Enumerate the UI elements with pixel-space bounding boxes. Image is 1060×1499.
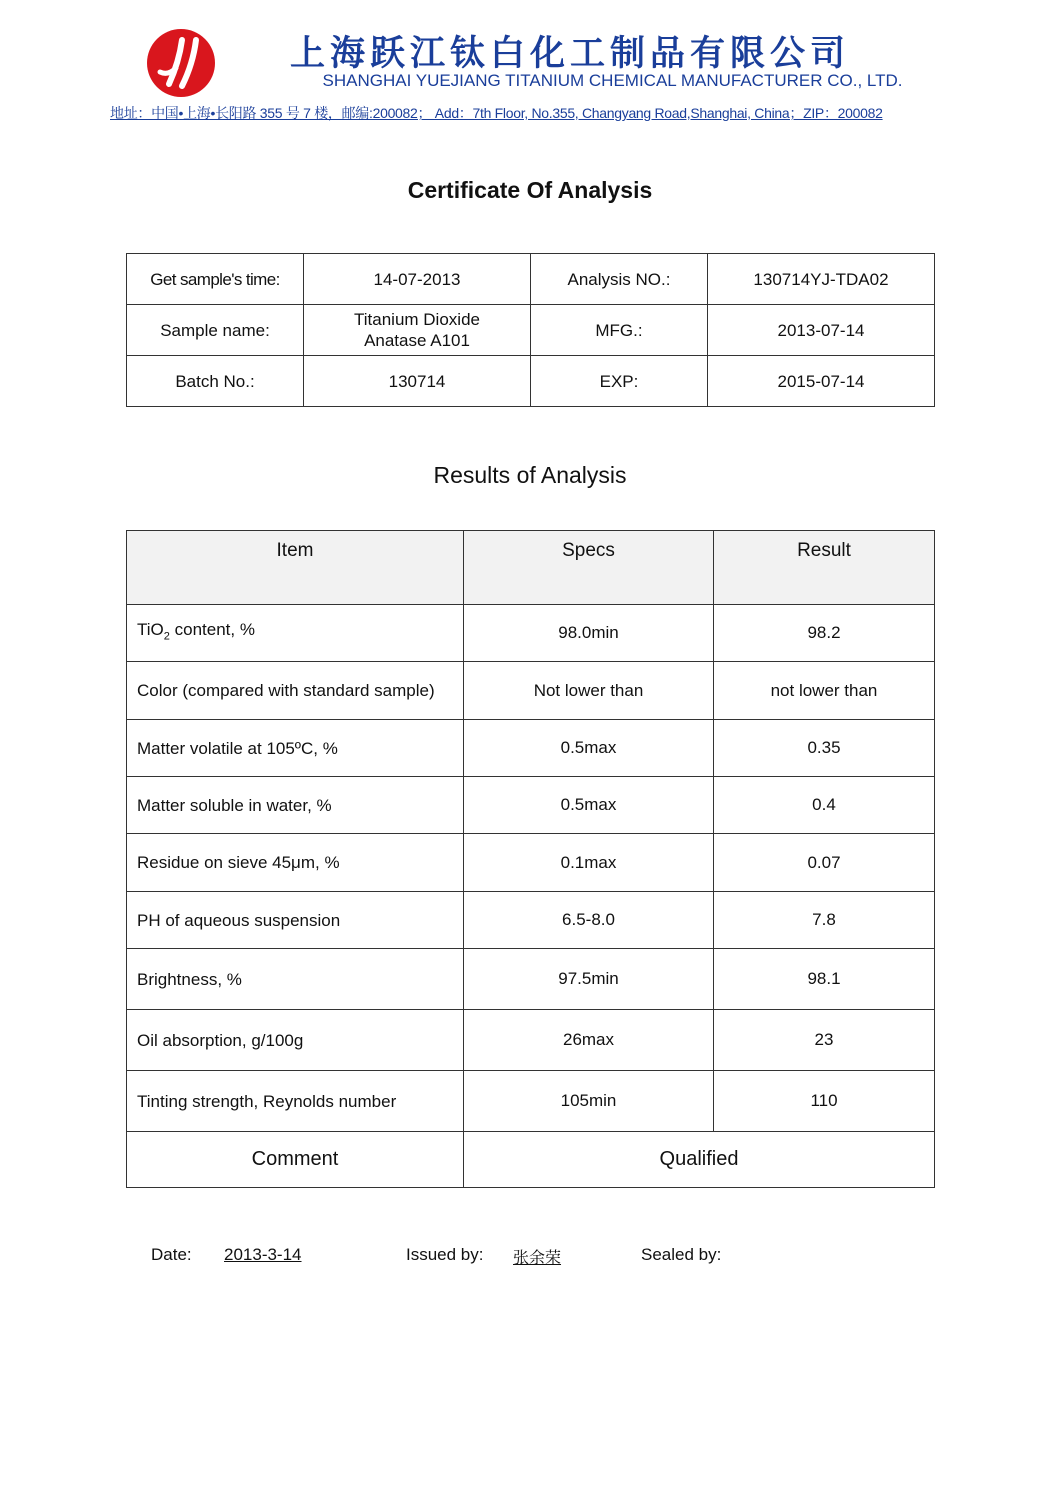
info-cell-text: 130714YJ-TDA02 <box>753 269 889 289</box>
info-row <box>127 356 935 407</box>
result-item: Color (compared with standard sample) <box>127 662 464 720</box>
result-spec: 6.5-8.0 <box>464 892 714 949</box>
item-name-part: content, % <box>169 619 255 639</box>
result-spec: 105min <box>464 1071 714 1132</box>
results-table <box>126 530 935 1188</box>
results-row <box>127 605 935 662</box>
info-label <box>531 305 708 356</box>
item-name-part: TiO <box>137 619 164 639</box>
results-row <box>127 949 935 1010</box>
result-item: Matter volatile at 105ºC, % <box>127 720 464 777</box>
info-value <box>708 356 935 407</box>
result-spec: 0.5max <box>464 777 714 834</box>
info-cell-text: 2013-07-14 <box>777 320 865 340</box>
result-value: 23 <box>714 1010 935 1071</box>
result-value: 98.2 <box>714 605 935 662</box>
issued-by-signature: 张余荣 <box>513 1248 562 1267</box>
info-cell-text: 130714 <box>388 371 446 391</box>
result-value: 0.07 <box>714 834 935 892</box>
result-item: Matter soluble in water, % <box>127 777 464 834</box>
info-cell-text: Sample name: <box>160 320 270 340</box>
date-value: 2013-3-14 <box>224 1245 302 1264</box>
company-name-chinese: 上海跃江钛白化工制品有限公司 <box>290 33 851 74</box>
info-value <box>708 254 935 305</box>
info-label <box>531 356 708 407</box>
item-name-subscript: 2 <box>163 630 170 643</box>
info-cell-text: Get sample's time: <box>150 269 280 289</box>
results-row <box>127 1071 935 1132</box>
result-spec: 97.5min <box>464 949 714 1010</box>
result-value: 7.8 <box>714 892 935 949</box>
result-spec: 26max <box>464 1010 714 1071</box>
info-cell-text-line2: Anatase A101 <box>364 331 470 350</box>
result-item: Tinting strength, Reynolds number <box>127 1071 464 1132</box>
info-label <box>127 254 304 305</box>
result-value: 98.1 <box>714 949 935 1010</box>
header-result: Result <box>714 531 935 605</box>
results-row <box>127 777 935 834</box>
result-spec: 0.5max <box>464 720 714 777</box>
results-row <box>127 1010 935 1071</box>
comment-label: Comment <box>127 1132 464 1188</box>
info-value <box>304 356 531 407</box>
sample-info-table <box>126 253 935 407</box>
comment-row <box>127 1132 935 1188</box>
result-spec: 0.1max <box>464 834 714 892</box>
results-header-row <box>127 531 935 605</box>
result-item: Oil absorption, g/100g <box>127 1010 464 1071</box>
info-cell-text: Batch No.: <box>175 371 255 391</box>
info-cell-text: Analysis NO.: <box>567 269 671 289</box>
info-label <box>127 305 304 356</box>
result-value: 0.4 <box>714 777 935 834</box>
results-row <box>127 834 935 892</box>
results-title: Results of Analysis <box>433 462 627 488</box>
result-item: Brightness, % <box>127 949 464 1010</box>
info-cell-text: Titanium Dioxide <box>354 310 480 329</box>
comment-value: Qualified <box>464 1132 935 1188</box>
sealed-by-label: Sealed by: <box>641 1245 722 1264</box>
info-cell-text: 14-07-2013 <box>373 269 461 289</box>
company-name-english: SHANGHAI YUEJIANG TITANIUM CHEMICAL MANUFACTURER CO., LTD. <box>322 71 903 90</box>
info-cell-text: 2015-07-14 <box>777 371 865 391</box>
info-row <box>127 305 935 356</box>
result-value: not lower than <box>714 662 935 720</box>
result-value: 0.35 <box>714 720 935 777</box>
header-specs: Specs <box>464 531 714 605</box>
info-row <box>127 254 935 305</box>
result-item <box>127 605 464 662</box>
info-label <box>127 356 304 407</box>
results-row <box>127 720 935 777</box>
header-item: Item <box>127 531 464 605</box>
certificate-title: Certificate Of Analysis <box>407 177 653 203</box>
date-label: Date: <box>151 1245 192 1264</box>
info-cell-text: MFG.: <box>595 320 643 340</box>
info-value <box>304 305 531 356</box>
result-item: PH of aqueous suspension <box>127 892 464 949</box>
results-row <box>127 892 935 949</box>
info-label <box>531 254 708 305</box>
company-logo-icon <box>146 28 216 98</box>
issued-by-label: Issued by: <box>406 1245 484 1264</box>
result-spec: 98.0min <box>464 605 714 662</box>
result-spec: Not lower than <box>464 662 714 720</box>
result-item: Residue on sieve 45μm, % <box>127 834 464 892</box>
company-address: 地址：中国•上海•长阳路 355 号 7 楼，邮编:200082； Add：7th Floor, No.355, Changyang Road,Shanghai, China；ZIP：200082 <box>110 105 883 121</box>
info-value <box>304 254 531 305</box>
info-value <box>708 305 935 356</box>
info-cell-text: EXP: <box>599 371 639 391</box>
results-row <box>127 662 935 720</box>
result-value: 110 <box>714 1071 935 1132</box>
